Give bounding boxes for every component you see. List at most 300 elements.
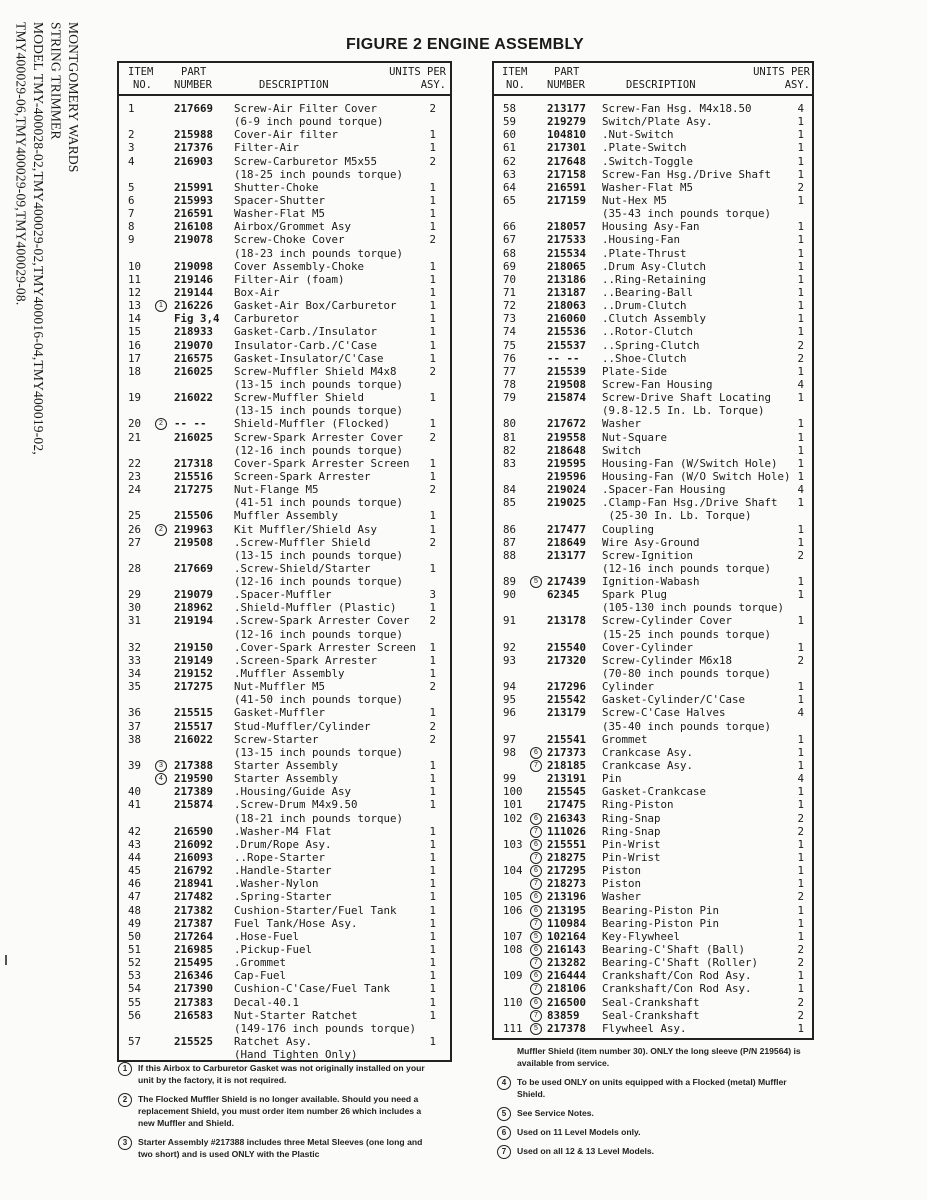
table-row [119,431,450,444]
item-number: 92 [503,640,517,654]
item-number: 95 [503,693,517,707]
units-per-assembly: 1 [797,903,804,917]
part-number: 215515 [174,706,214,720]
table-row [494,588,812,601]
units-per-assembly: 1 [429,916,436,930]
item-number: 55 [128,995,142,1009]
item-number: 81 [503,430,517,444]
part-description: .Grommet [234,956,287,970]
table-row [119,286,450,299]
table-row [494,312,812,325]
part-description: Ignition-Wabash [602,575,700,589]
part-description: Housing-Fan (W/O Switch Hole) [602,469,791,483]
part-number: 218933 [174,325,214,339]
item-number: 37 [128,719,142,733]
part-number: 218275 [547,851,587,865]
item-number: 90 [503,588,517,602]
table-row [494,194,812,207]
part-number: 216903 [174,154,214,168]
table-row [494,614,812,627]
units-per-assembly: 2 [429,430,436,444]
table-row [119,996,450,1009]
item-number: 102 [503,811,523,825]
part-description: (13-15 inch pounds torque) [234,404,404,418]
part-description: Switch [602,443,642,457]
part-description: Housing-Fan (W/Switch Hole) [602,456,778,470]
units-per-assembly: 1 [429,1034,436,1048]
footnote [118,1093,433,1129]
part-number: 215517 [174,719,214,733]
part-number: 216022 [174,732,214,746]
units-per-assembly: 1 [429,522,436,536]
item-number: 42 [128,824,142,838]
item-number: 72 [503,299,517,313]
item-number: 6 [128,193,135,207]
footnote-number-icon: 5 [497,1107,511,1121]
part-number: 216060 [547,312,587,326]
part-description: .Spacer-Muffler [234,588,332,602]
part-number: 219194 [174,614,214,628]
table-row [494,890,812,903]
table-row [119,890,450,903]
table-row [494,470,812,483]
part-description: .Housing/Guide Asy [234,785,352,799]
part-number: 216022 [174,391,214,405]
part-number: 213178 [547,614,587,628]
units-per-assembly: 1 [797,259,804,273]
units-per-assembly: 2 [429,364,436,378]
table-row [119,588,450,601]
item-number: 109 [503,969,523,983]
part-number: 217296 [547,680,587,694]
item-number: 74 [503,325,517,339]
item-number: 49 [128,916,142,930]
part-number: 219078 [174,233,214,247]
part-description: Screw-Ignition [602,548,694,562]
units-per-assembly: 1 [429,851,436,865]
part-description: (9.8-12.5 In. Lb. Torque) [602,404,765,418]
part-number: 217378 [547,1021,587,1035]
units-per-assembly: 1 [797,115,804,129]
part-description: ..Spring-Clutch [602,338,700,352]
table-row-continuation [119,496,450,509]
table-row [119,733,450,746]
part-description: Screw-Muffler Shield [234,391,365,405]
part-description: (35-40 inch pounds torque) [602,719,772,733]
item-number: 97 [503,732,517,746]
item-number: 88 [503,548,517,562]
part-number: 217264 [174,929,214,943]
part-description: Cushion-Starter/Fuel Tank [234,903,397,917]
table-row [494,759,812,772]
footnote-marker: 6 [530,891,542,903]
part-description: .Shield-Muffler (Plastic) [234,601,397,615]
part-number: 216025 [174,430,214,444]
margin-mark [5,955,7,965]
table-row [119,720,450,733]
item-number: 19 [128,391,142,405]
item-number: 63 [503,167,517,181]
item-number: 85 [503,496,517,510]
part-description: Screw-Fan Housing [602,377,713,391]
part-number: 218185 [547,759,587,773]
units-per-assembly: 1 [797,785,804,799]
part-number: 216108 [174,220,214,234]
footnote-marker: 7 [530,878,542,890]
footnote-marker: 7 [530,983,542,995]
units-per-assembly: 1 [429,417,436,431]
units-per-assembly: 1 [797,417,804,431]
table-row [494,339,812,352]
header-part-number: NUMBER [174,79,212,91]
part-number: 216985 [174,943,214,956]
table-row [119,601,450,614]
footnote-text: Used on 11 Level Models only. [517,1127,641,1137]
item-number: 101 [503,798,523,812]
table-row [119,838,450,851]
item-number: 50 [128,929,142,943]
footnote [497,1126,812,1138]
table-row [119,260,450,273]
item-number: 31 [128,614,142,628]
part-number: 217390 [174,982,214,996]
item-number: 38 [128,732,142,746]
part-number: 213186 [547,272,587,286]
part-description: Screw-Cylinder Cover [602,614,733,628]
table-row [119,706,450,719]
part-description: Cover-Cylinder [602,640,694,654]
part-description: (12-16 inch pounds torque) [602,561,772,575]
item-number: 75 [503,338,517,352]
units-per-assembly: 1 [797,193,804,207]
units-per-assembly: 1 [797,141,804,155]
table-row [494,982,812,995]
table-row [494,141,812,154]
table-row [119,536,450,549]
item-number: 43 [128,837,142,851]
item-number: 36 [128,706,142,720]
part-description: Screw-Spark Arrester Cover [234,430,404,444]
part-number: 215495 [174,956,214,970]
table-row [119,207,450,220]
part-number: 217533 [547,233,587,247]
part-description: Gasket-Crankcase [602,785,707,799]
units-per-assembly: 2 [797,1008,804,1022]
table-row [119,864,450,877]
part-number: 213196 [547,890,587,904]
part-description: ..Drum-Clutch [602,299,687,313]
part-description: Screw-Fan Hsg./Drive Shaft [602,167,772,181]
part-description: Shutter-Choke [234,180,319,194]
part-number: 216092 [174,837,214,851]
units-per-assembly: 1 [797,456,804,470]
table-row [494,273,812,286]
table-row [494,812,812,825]
table-row [494,115,812,128]
item-number: 59 [503,115,517,129]
footnote-marker: 6 [530,747,542,759]
part-number: 219590 [174,772,214,786]
part-description: Bearing-Piston Pin [602,903,720,917]
part-number: 215993 [174,193,214,207]
table-row [494,851,812,864]
part-number: 216093 [174,851,214,865]
part-description: (105-130 inch pounds torque) [602,601,785,615]
item-number: 56 [128,1008,142,1022]
table-row [119,641,450,654]
part-description: Pin-Wrist [602,837,661,851]
part-number: 216590 [174,824,214,838]
footnote-number-icon: 1 [118,1062,132,1076]
units-per-assembly: 1 [797,522,804,536]
part-description: Filter-Air [234,141,300,155]
units-per-assembly: 1 [429,837,436,851]
table-row [494,930,812,943]
units-per-assembly: 1 [797,588,804,602]
header-part: PART [554,66,580,78]
units-per-assembly: 1 [797,167,804,181]
part-number: 215516 [174,469,214,483]
units-per-assembly: 1 [429,193,436,207]
table-row [119,365,450,378]
table-row [119,470,450,483]
part-number: 215988 [174,128,214,142]
footnote-marker: 4 [155,773,167,785]
part-number: 216583 [174,1008,214,1022]
table-row [494,444,812,457]
units-per-assembly: 1 [797,969,804,983]
part-description: Nut-Flange M5 [234,483,319,497]
part-number: 217301 [547,141,587,155]
footnote-marker: 6 [530,970,542,982]
item-number: 51 [128,943,142,956]
item-number: 84 [503,483,517,497]
part-number: 216792 [174,864,214,878]
footnote-marker: 1 [155,300,167,312]
footnote-text: The Flocked Muffler Shield is no longer available. Should you need a replacement Shield, you must order item number 26 which includes a new Muffler and Shield. [138,1094,422,1128]
units-per-assembly: 1 [429,299,436,313]
part-description: Screw-Fan Hsg. M4x18.50 [602,102,752,115]
table-header [494,63,812,96]
part-description: Washer [602,890,642,904]
footnote-marker: 5 [530,931,542,943]
table-row [119,772,450,785]
item-number: 11 [128,272,142,286]
table-row [494,102,812,115]
table-row [494,181,812,194]
footnote-number-icon: 4 [497,1076,511,1090]
part-description: (18-21 inch pounds torque) [234,811,404,825]
part-number: 215874 [174,798,214,812]
part-number: 216226 [174,299,214,313]
part-description: Starter Assembly [234,759,339,773]
part-number: 218063 [547,299,587,313]
part-number: Fig 3,4 [174,312,220,326]
table-row [119,509,450,522]
table-row [119,483,450,496]
units-per-assembly: 1 [429,469,436,483]
item-number: 105 [503,890,523,904]
part-number: 217159 [547,193,587,207]
item-number: 18 [128,364,142,378]
units-per-assembly: 1 [429,929,436,943]
table-row-continuation [119,378,450,391]
part-description: Coupling [602,522,655,536]
table-row-continuation [119,693,450,706]
units-per-assembly: 1 [797,220,804,234]
table-row [494,996,812,1009]
units-per-assembly: 2 [797,338,804,352]
table-row [494,352,812,365]
part-number: 217275 [174,483,214,497]
part-number: 219152 [174,667,214,681]
table-row [494,680,812,693]
table-row [494,155,812,168]
part-number: 110984 [547,916,587,930]
footnote-marker: 7 [530,852,542,864]
units-per-assembly: 1 [797,535,804,549]
units-per-assembly: 1 [429,128,436,142]
units-per-assembly: 1 [797,877,804,891]
part-number: 219098 [174,259,214,273]
table-row [494,641,812,654]
units-per-assembly: 1 [429,509,436,523]
table-row [119,273,450,286]
item-number: 22 [128,456,142,470]
part-description: Spark Plug [602,588,668,602]
part-description: Filter-Air (foam) [234,272,345,286]
footnote-marker: 5 [530,1023,542,1035]
part-description: .Plate-Switch [602,141,687,155]
footnote-marker: 3 [155,760,167,772]
part-description: Cover Assembly-Choke [234,259,365,273]
item-number: 99 [503,772,517,786]
units-per-assembly: 1 [429,995,436,1009]
item-number: 71 [503,285,517,299]
item-number: 23 [128,469,142,483]
part-description: .Spring-Starter [234,890,332,904]
table-row [494,391,812,404]
units-per-assembly: 4 [797,483,804,497]
part-description: Cover-Air filter [234,128,339,142]
units-per-assembly: 1 [797,929,804,943]
table-row [494,943,812,956]
table-row-continuation [494,509,812,522]
part-number: 213177 [547,548,587,562]
table-row [494,838,812,851]
part-description: Switch/Plate Asy. [602,115,713,129]
table-row-continuation [119,812,450,825]
units-per-assembly: 2 [797,548,804,562]
units-per-assembly: 2 [429,719,436,733]
item-number: 60 [503,128,517,142]
table-row [119,667,450,680]
part-number: 216343 [547,811,587,825]
table-row [119,1009,450,1022]
header-item: ITEM [502,66,528,78]
item-number: 54 [128,982,142,996]
item-number: 2 [128,128,135,142]
part-number: 217383 [174,995,214,1009]
part-description: (6-9 inch pound torque) [234,115,384,129]
part-description: ..Bearing-Ball [602,285,694,299]
part-number: 217669 [174,561,214,575]
part-description: Crankcase Asy. [602,759,694,773]
item-number: 27 [128,535,142,549]
footnote-marker: 6 [530,813,542,825]
table-row-continuation [119,444,450,457]
part-description: (Hand Tighten Only) [234,1048,358,1062]
part-description: Wire Asy-Ground [602,535,700,549]
table-row [119,956,450,969]
units-per-assembly: 1 [797,851,804,865]
part-number: 215537 [547,338,587,352]
item-number: 87 [503,535,517,549]
part-description: (70-80 inch pounds torque) [602,667,772,681]
part-number: 219146 [174,272,214,286]
item-number: 78 [503,377,517,391]
part-description: (41-50 inch pounds torque) [234,693,404,707]
part-number: 215542 [547,693,587,707]
part-number: 215540 [547,640,587,654]
part-description: (12-16 inch pounds torque) [234,575,404,589]
table-row [119,194,450,207]
table-row [119,312,450,325]
table-row-continuation [119,247,450,260]
footnote [497,1076,812,1100]
part-description: Ring-Snap [602,811,661,825]
part-description: ..Shoe-Clutch [602,351,687,365]
part-description: .Muffler Assembly [234,667,345,681]
units-per-assembly: 1 [797,1021,804,1035]
table-row [494,693,812,706]
item-number: 70 [503,272,517,286]
parts-table-left [117,61,452,1062]
footnote [497,1045,812,1069]
part-description: Kit Muffler/Shield Asy [234,522,378,536]
part-description: (13-15 inch pounds torque) [234,377,404,391]
header-item-no: NO. [506,79,525,91]
item-number: 34 [128,667,142,681]
footnote-marker: 2 [155,418,167,430]
table-row [494,233,812,246]
part-number: -- -- [547,351,580,365]
footnote-number-icon: 2 [118,1093,132,1107]
part-description: .Hose-Fuel [234,929,300,943]
units-per-assembly: 1 [429,561,436,575]
table-row [119,654,450,667]
units-per-assembly: 1 [429,391,436,405]
table-row [119,233,450,246]
units-per-assembly: 1 [797,364,804,378]
table-row-continuation [494,667,812,680]
part-number: 219025 [547,496,587,510]
part-description: .Screw-Muffler Shield [234,535,371,549]
table-row-continuation [494,404,812,417]
part-description: Nut-Muffler M5 [234,680,326,694]
units-per-assembly: 1 [797,798,804,812]
part-number: 62345 [547,588,580,602]
footnote-marker: 7 [530,826,542,838]
units-per-assembly: 1 [797,732,804,746]
table-row [119,969,450,982]
footnote-marker: 6 [530,944,542,956]
part-number: 218057 [547,220,587,234]
product-line: STRING TRIMMER [48,22,64,140]
units-per-assembly: 1 [797,312,804,326]
table-row [494,260,812,273]
units-per-assembly: 1 [429,982,436,996]
